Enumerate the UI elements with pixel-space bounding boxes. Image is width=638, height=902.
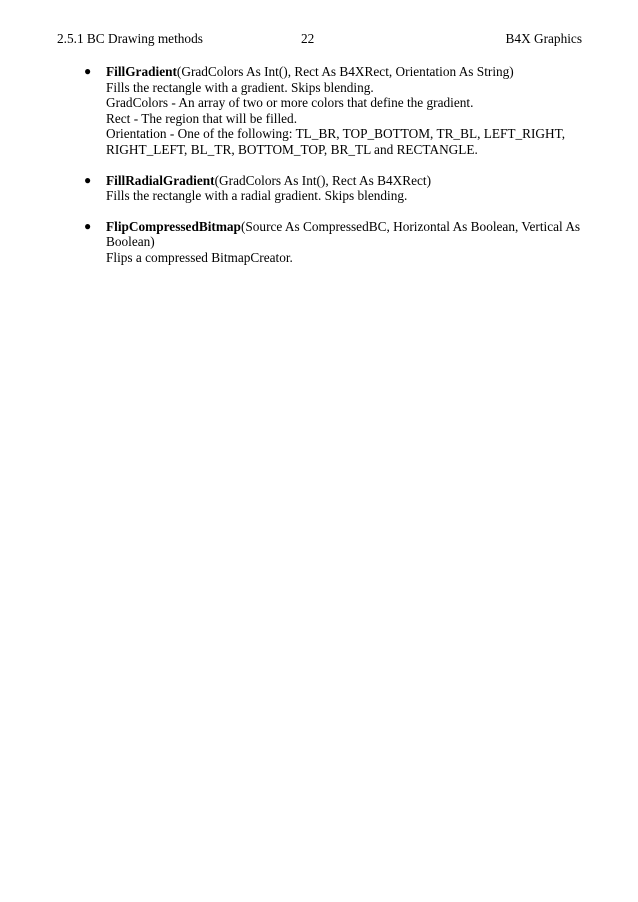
method-item-flipcompressedbitmap: [84, 219, 584, 266]
description-line: Rect - The region that will be filled.: [106, 110, 298, 126]
description-line: Orientation - One of the following: TL_BR, TOP_BOTTOM, TR_BL, LEFT_RIGHT,: [106, 126, 566, 142]
method-params: (GradColors As Int(), Rect As B4XRect): [214, 172, 432, 188]
section-title: 2.5.1 BC Drawing methods: [57, 31, 203, 46]
bullet-icon: ●: [84, 172, 92, 187]
page-header: [57, 29, 582, 49]
method-name: FillGradient: [106, 64, 177, 79]
document-title: B4X Graphics: [505, 31, 582, 46]
page-number: 22: [301, 31, 315, 46]
method-signature: [106, 173, 584, 189]
description-line: GradColors - An array of two or more colors that define the gradient.: [106, 95, 474, 111]
method-params-continued: Boolean): [106, 234, 155, 250]
bullet-icon: ●: [84, 218, 92, 233]
method-name: FillRadialGradient: [106, 172, 215, 188]
description-line: RIGHT_LEFT, BL_TR, BOTTOM_TOP, BR_TL and RECTANGLE.: [106, 141, 478, 157]
description-line: Fills the rectangle with a gradient. Skips blending.: [106, 79, 374, 95]
method-name: FlipCompressedBitmap: [106, 218, 241, 234]
method-params: (Source As CompressedBC, Horizontal As Boolean, Vertical As: [240, 218, 581, 234]
description-line: Flips a compressed BitmapCreator.: [106, 249, 293, 265]
method-item-fillradialgradient: [84, 173, 584, 204]
bullet-icon: ●: [84, 64, 92, 78]
method-item-fillgradient: [84, 64, 584, 158]
description-line: Fills the rectangle with a radial gradient. Skips blending.: [106, 188, 408, 204]
method-signature: [106, 64, 584, 80]
method-list: [84, 64, 584, 281]
method-params: (GradColors As Int(), Rect As B4XRect, Orientation As String): [176, 64, 514, 79]
method-signature: [106, 219, 584, 235]
